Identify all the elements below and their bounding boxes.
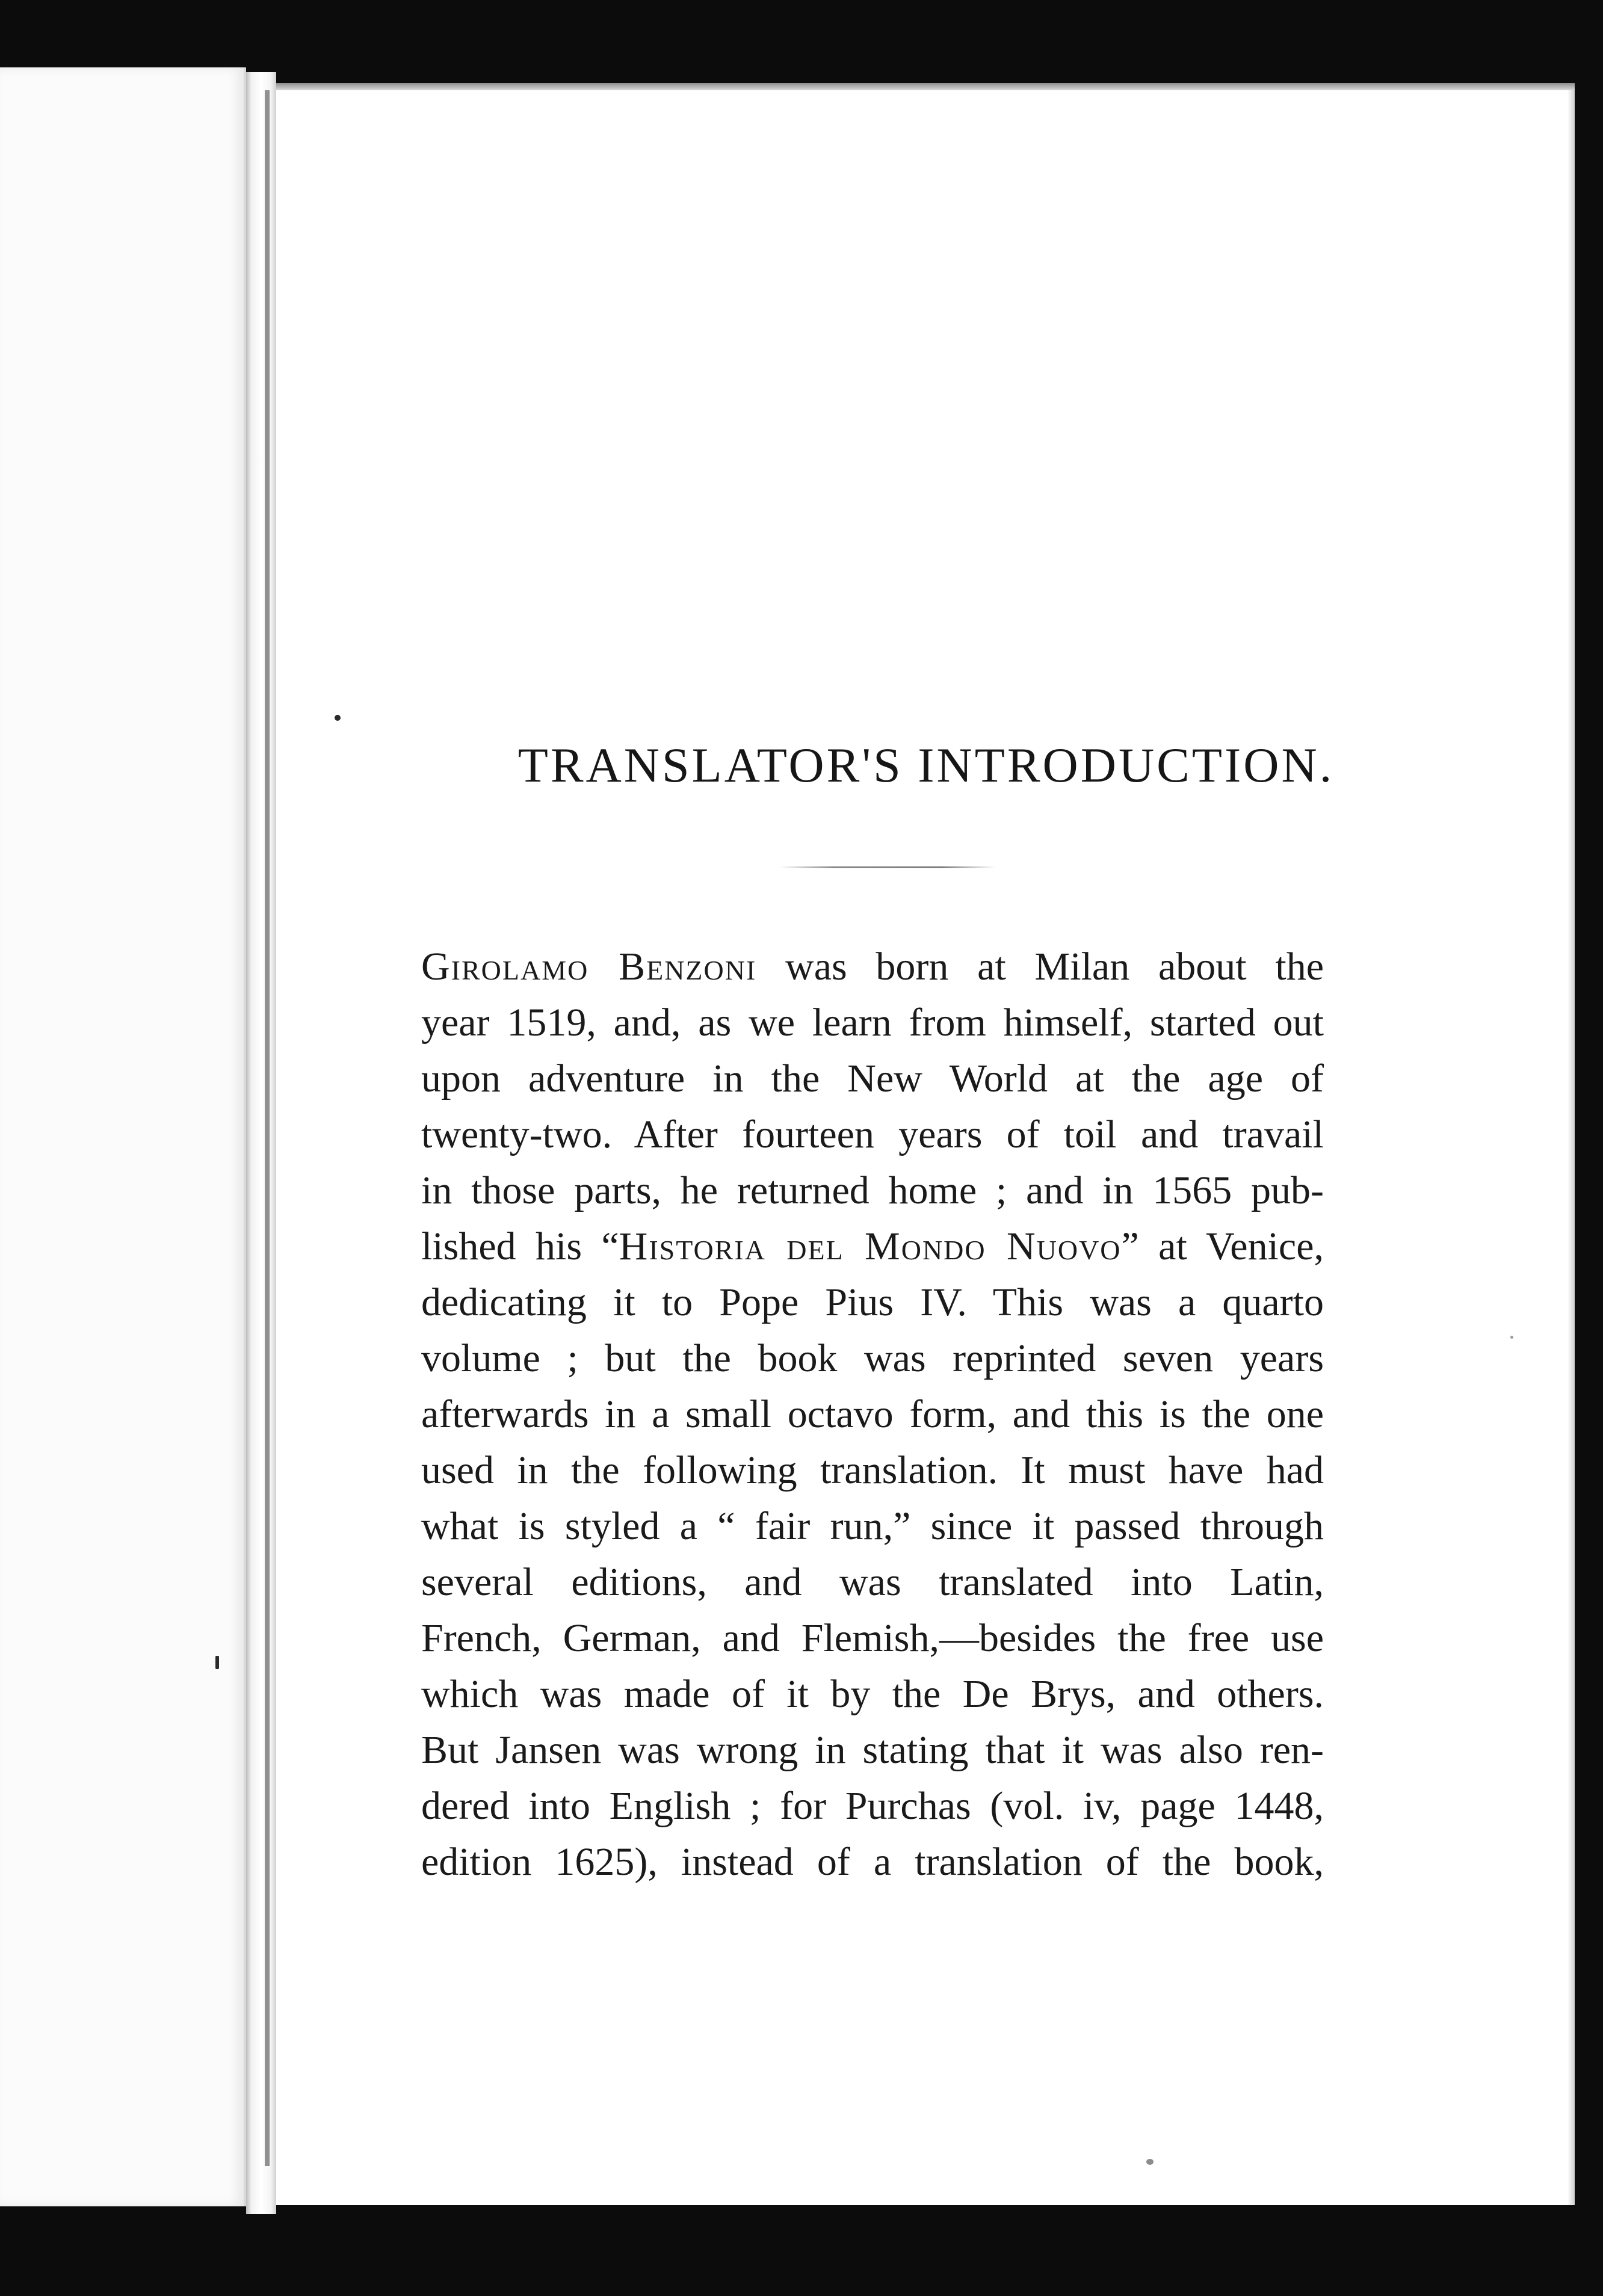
- scan-speck: [335, 715, 341, 721]
- text-line: which was made of it by the De Brys, and others.: [421, 1672, 1324, 1716]
- text-line: in those parts, he returned home ; and in 1565 pub-: [421, 1168, 1324, 1212]
- scan-speck: [215, 1656, 219, 1669]
- text-line: year 1519, and, as we learn from himself, started out: [421, 1001, 1324, 1045]
- book-title: Historia del Mondo Nuovo: [619, 1224, 1122, 1268]
- text-line: what is styled a “ fair run,” since it passed through: [421, 1504, 1324, 1548]
- text-line: But Jansen was wrong in stating that it was also ren-: [421, 1728, 1324, 1772]
- introduction-paragraph: [421, 939, 1324, 1890]
- heading-rule: [779, 866, 996, 868]
- text-line: edition 1625), instead of a translation of the book,: [421, 1840, 1324, 1884]
- text-line: dered into English ; for Purchas (vol. iv, page 1448,: [421, 1784, 1324, 1828]
- text-line: several editions, and was translated into Latin,: [421, 1560, 1324, 1604]
- text-line: dedicating it to Pope Pius IV. This was a quarto: [421, 1280, 1324, 1324]
- text-line: French, German, and Flemish,—besides the free use: [421, 1616, 1324, 1660]
- text-line: afterwards in a small octavo form, and this is the one: [421, 1392, 1324, 1436]
- author-name: Girolamo Benzoni: [421, 945, 757, 989]
- text-line-start: lished his “: [421, 1224, 619, 1268]
- facing-page-left: [0, 67, 246, 2206]
- text-line: [421, 939, 1324, 995]
- book-gutter: [246, 72, 276, 2214]
- scan-speck: [1510, 1336, 1513, 1339]
- spine-shadow: [265, 90, 270, 2166]
- text-line-end: ” at Venice,: [1121, 1224, 1324, 1268]
- text-line-rest: was born at Milan about the: [756, 945, 1324, 989]
- text-line: used in the following translation. It must have had: [421, 1448, 1324, 1492]
- text-line: volume ; but the book was reprinted seven years: [421, 1336, 1324, 1380]
- text-line: upon adventure in the New World at the age of: [421, 1057, 1324, 1100]
- page-heading: TRANSLATOR'S INTRODUCTION.: [517, 738, 1335, 792]
- scan-speck: [1146, 2159, 1154, 2165]
- text-line: [421, 1218, 1324, 1274]
- text-line: twenty-two. After fourteen years of toil and travail: [421, 1113, 1324, 1156]
